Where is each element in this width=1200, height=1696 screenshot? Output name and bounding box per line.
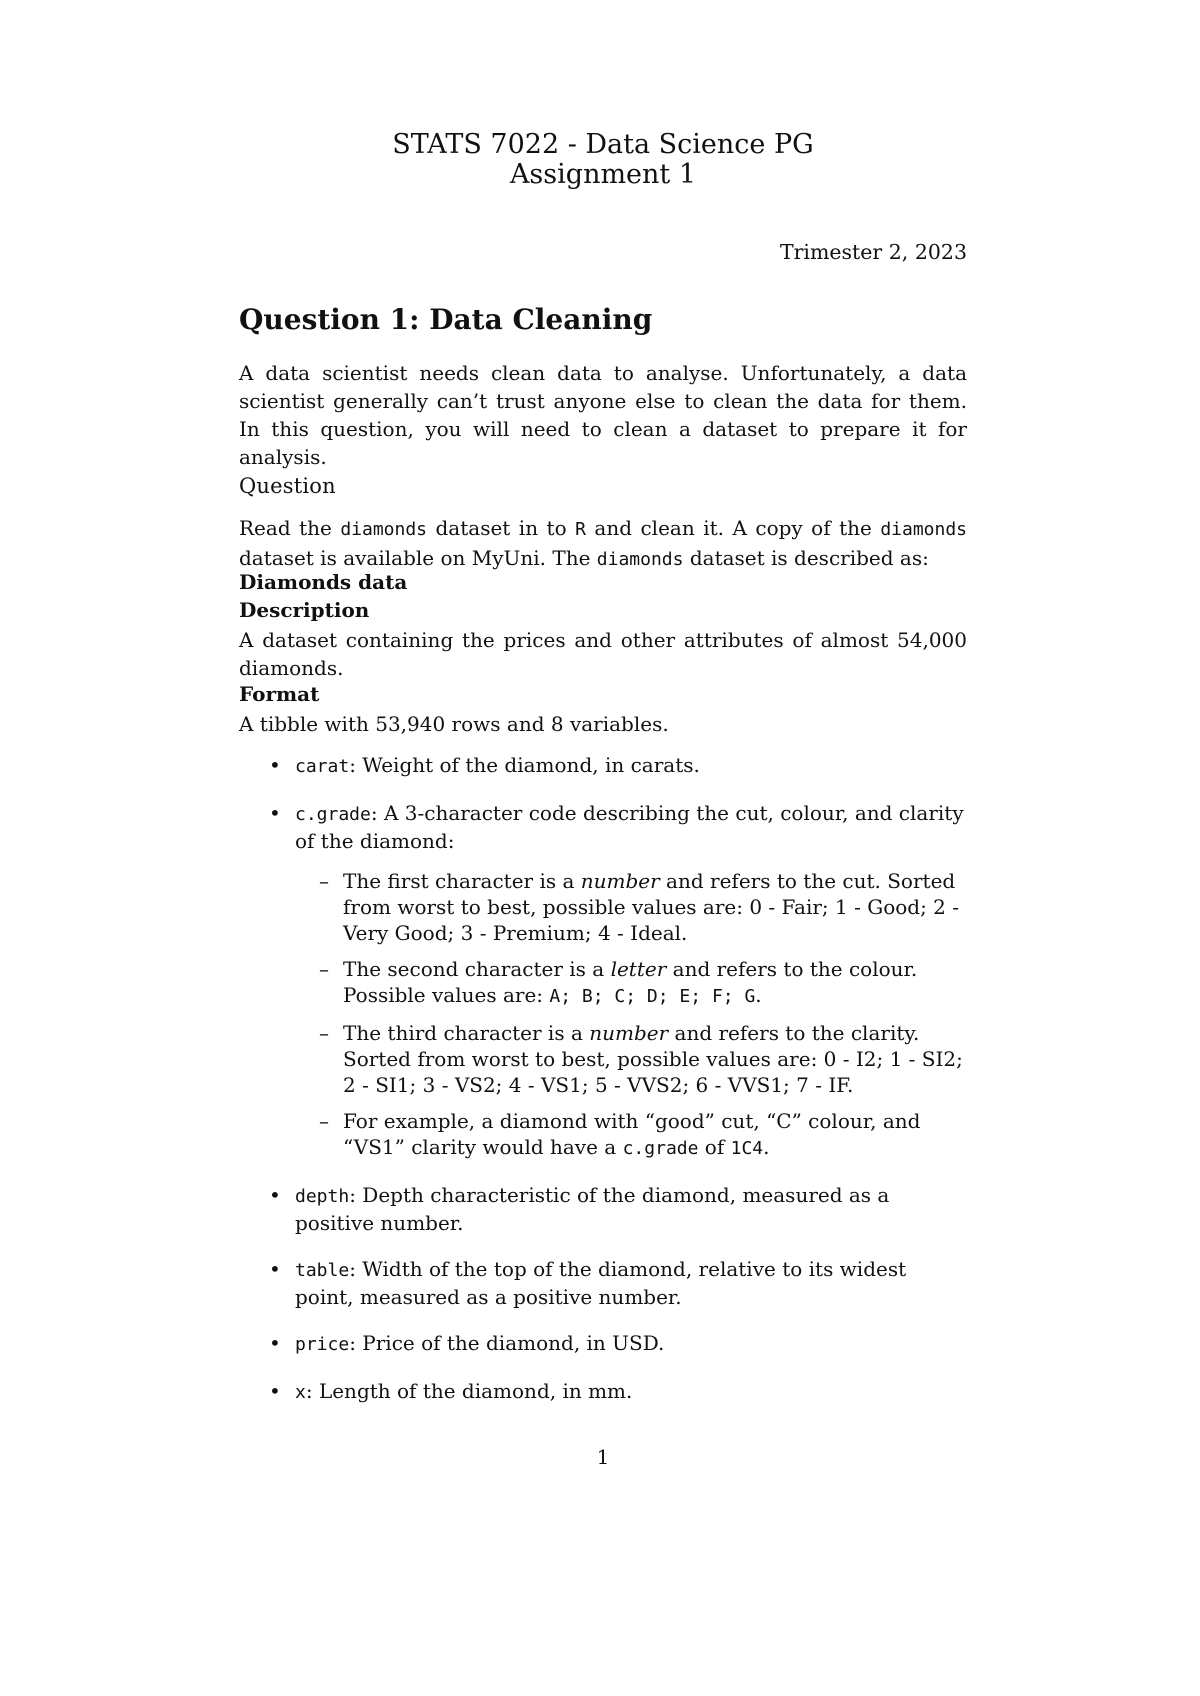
variable-name: price xyxy=(295,1334,350,1355)
sub-text: For example, a diamond with “good” cut, “C” colour, and “VS1” clarity would have a xyxy=(343,1109,921,1159)
code-diamonds: diamonds xyxy=(596,549,684,570)
sublist-item-example xyxy=(295,1108,967,1162)
variable-description: : Price of the diamond, in USD. xyxy=(349,1331,665,1355)
variable-description: : Length of the diamond, in mm. xyxy=(305,1379,633,1403)
sublist-item-clarity xyxy=(295,1020,967,1098)
sub-text: and refers to the colour. Possible values are: xyxy=(343,957,918,1007)
list-item-c-grade xyxy=(239,800,967,1162)
description-heading: Description xyxy=(239,598,370,622)
variable-description: : A 3-character code describing the cut, colour, and clarity of the diamond: xyxy=(295,801,964,853)
diamonds-data-heading: Diamonds data xyxy=(239,570,408,594)
course-title: STATS 7022 - Data Science PG xyxy=(392,129,814,160)
intro-paragraph: A data scientist needs clean data to analyse. Unfortunately, a data scientist generally can’t trust anyone else to clean the data for them. In this question, you will need to clean a dataset to prepare it for analysis. xyxy=(239,361,967,469)
list-item-depth xyxy=(239,1182,967,1236)
sub-emphasis: letter xyxy=(610,957,667,981)
read-text-4: dataset is available on MyUni. The xyxy=(239,546,597,570)
sub-text: The first character is a xyxy=(343,869,581,893)
read-text-2: dataset in to xyxy=(427,516,576,540)
variable-name: x xyxy=(295,1382,306,1403)
term-label: Trimester 2, 2023 xyxy=(779,240,967,264)
variable-description: : Width of the top of the diamond, relative to its widest point, measured as a positive number. xyxy=(295,1257,907,1309)
description-text: A dataset containing the prices and other attributes of almost 54,000 diamonds. xyxy=(239,628,967,680)
sublist-item-cut xyxy=(295,868,967,946)
sub-text: and refers to the cut. Sorted from worst to best, possible values are: 0 - Fair; 1 - Good; 2 - Very Good; 3 - Premium; 4 - Ideal. xyxy=(343,869,960,945)
sub-text: . xyxy=(755,983,762,1007)
sub-emphasis: number xyxy=(580,869,660,893)
colour-codes: A; B; C; D; E; F; G xyxy=(549,986,756,1007)
sub-text: and refers to the clarity. Sorted from worst to best, possible values are: 0 - I2; 1 - SI2; 2 - SI1; 3 - VS2; 4 - VS1; 5 - VVS2; 6 - VVS1; 7 - IF. xyxy=(343,1021,963,1097)
read-text-3: and clean it. A copy of the xyxy=(585,516,881,540)
format-heading: Format xyxy=(239,682,320,706)
code-diamonds: diamonds xyxy=(340,519,428,540)
sublist-item-colour xyxy=(295,956,967,1010)
sub-text: of xyxy=(698,1135,731,1159)
code-r: R xyxy=(575,519,586,540)
c-grade-sublist xyxy=(295,868,967,1162)
sub-emphasis: number xyxy=(589,1021,669,1045)
read-text-5: dataset is described as: xyxy=(683,546,929,570)
variable-description: : Depth characteristic of the diamond, measured as a positive number. xyxy=(295,1183,890,1235)
document-title xyxy=(239,130,967,190)
sub-text: . xyxy=(763,1135,770,1159)
question-1-heading: Question 1: Data Cleaning xyxy=(239,303,653,336)
list-item-table xyxy=(239,1256,967,1310)
variable-list xyxy=(239,752,967,1426)
sub-text: The third character is a xyxy=(343,1021,590,1045)
page-number: 1 xyxy=(596,1445,610,1469)
variable-name: table xyxy=(295,1260,350,1281)
question-subheading: Question xyxy=(239,474,336,498)
format-text: A tibble with 53,940 rows and 8 variables. xyxy=(239,712,669,736)
list-item-carat xyxy=(239,752,967,780)
variable-description: : Weight of the diamond, in carats. xyxy=(349,753,700,777)
read-text-1: Read the xyxy=(239,516,341,540)
list-item-x xyxy=(239,1378,967,1406)
sub-text: The second character is a xyxy=(343,957,611,981)
variable-name: carat xyxy=(295,756,350,777)
assignment-title: Assignment 1 xyxy=(509,159,697,190)
read-instructions xyxy=(239,514,967,574)
code-c-grade: c.grade xyxy=(622,1138,699,1159)
list-item-price xyxy=(239,1330,967,1358)
variable-name: c.grade xyxy=(295,804,371,825)
variable-name: depth xyxy=(295,1186,350,1207)
code-diamonds: diamonds xyxy=(880,519,968,540)
code-example-grade: 1C4 xyxy=(730,1138,764,1159)
